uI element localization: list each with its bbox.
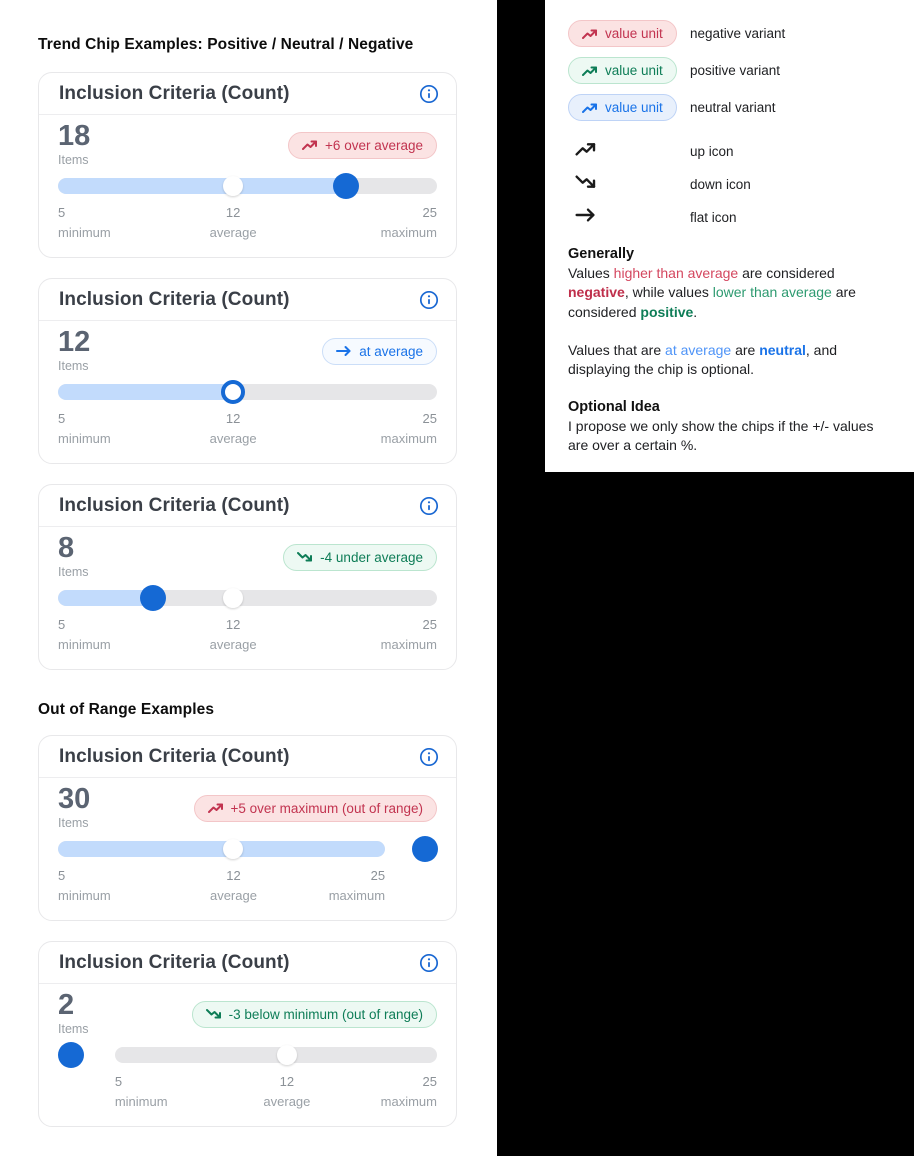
value-dot bbox=[140, 585, 166, 611]
trending-down-icon bbox=[206, 1008, 222, 1020]
unit-label: Items bbox=[58, 358, 89, 373]
section-title-out-of-range: Out of Range Examples bbox=[38, 701, 215, 718]
item-count: 8 bbox=[58, 532, 75, 565]
slider-fill bbox=[58, 841, 385, 857]
slider-row bbox=[58, 836, 437, 862]
range-indicator bbox=[58, 836, 437, 906]
trend-chip-label: +6 over average bbox=[325, 137, 423, 153]
legend-desc: positive variant bbox=[690, 63, 781, 78]
legend-desc: neutral variant bbox=[690, 100, 776, 115]
trending-up-icon bbox=[575, 141, 597, 157]
generally-paragraph-2: Values that are at average are neutral, and displaying the chip is optional. bbox=[568, 341, 838, 378]
avg-label: 12 average bbox=[263, 1074, 311, 1109]
trend-chip-label: value unit bbox=[605, 26, 663, 41]
info-icon bbox=[419, 953, 439, 973]
slider-track bbox=[58, 178, 437, 194]
slider-track bbox=[58, 841, 385, 857]
criteria-card bbox=[38, 278, 457, 464]
info-button[interactable] bbox=[419, 84, 439, 104]
icon-legend bbox=[568, 141, 892, 228]
slider-labels bbox=[58, 868, 437, 906]
trend-icon bbox=[208, 802, 224, 814]
avg-label: 12 average bbox=[209, 411, 257, 446]
slider-track bbox=[58, 384, 437, 400]
value-dot bbox=[333, 173, 359, 199]
info-button[interactable] bbox=[419, 496, 439, 516]
slider-row bbox=[58, 1042, 437, 1068]
item-count: 18 bbox=[58, 120, 91, 153]
trend-chip bbox=[283, 544, 437, 571]
card-title: Inclusion Criteria (Count) bbox=[59, 289, 290, 310]
criteria-card bbox=[38, 941, 457, 1127]
info-icon bbox=[419, 290, 439, 310]
avg-label: 12 average bbox=[209, 205, 257, 240]
info-button[interactable] bbox=[419, 953, 439, 973]
card-header bbox=[39, 942, 456, 984]
value-row bbox=[58, 532, 437, 579]
item-count: 12 bbox=[58, 326, 91, 359]
item-count: 2 bbox=[58, 989, 75, 1022]
optional-idea-body: I propose we only show the chips if the +/- values are over a certain %. bbox=[568, 417, 874, 453]
trend-icon bbox=[582, 28, 598, 40]
trending-up-icon bbox=[302, 139, 318, 151]
slider-labels bbox=[58, 205, 437, 243]
trend-icon bbox=[297, 551, 313, 563]
trending-up-icon bbox=[582, 102, 598, 114]
slider-fill bbox=[58, 384, 233, 400]
trend-chip bbox=[194, 795, 437, 822]
trend-icon bbox=[336, 345, 352, 357]
card-title: Inclusion Criteria (Count) bbox=[59, 83, 290, 104]
card-title: Inclusion Criteria (Count) bbox=[59, 495, 290, 516]
legend-desc: down icon bbox=[690, 177, 751, 192]
average-dot bbox=[277, 1045, 297, 1065]
trend-icon bbox=[575, 141, 597, 157]
unit-label: Items bbox=[58, 152, 89, 167]
info-button[interactable] bbox=[419, 747, 439, 767]
value-dot bbox=[58, 1042, 84, 1068]
info-button[interactable] bbox=[419, 290, 439, 310]
slider-labels bbox=[58, 411, 437, 449]
trend-chip-label: at average bbox=[359, 343, 423, 359]
range-indicator bbox=[58, 173, 437, 243]
trend-icon bbox=[575, 207, 597, 223]
max-label: 25 maximum bbox=[380, 411, 437, 446]
criteria-card bbox=[38, 72, 457, 258]
trending-down-icon bbox=[297, 551, 313, 563]
value-block bbox=[58, 783, 91, 830]
legend-row-negative bbox=[568, 20, 892, 47]
examples-column bbox=[38, 0, 457, 1147]
trend-icon bbox=[302, 139, 318, 151]
slider-row bbox=[58, 173, 437, 199]
trending-up-icon bbox=[582, 65, 598, 77]
slider-row bbox=[58, 585, 437, 611]
section-title-trend-chips: Trend Chip Examples: Positive / Neutral / Negative bbox=[38, 36, 414, 53]
criteria-card bbox=[38, 484, 457, 670]
card-body bbox=[39, 778, 456, 920]
legend-panel bbox=[545, 0, 914, 472]
card-title: Inclusion Criteria (Count) bbox=[59, 952, 290, 973]
card-body bbox=[39, 115, 456, 257]
card-body bbox=[39, 321, 456, 463]
max-label: 25 maximum bbox=[380, 205, 437, 240]
min-label: 5 minimum bbox=[58, 205, 111, 240]
arrow-right-icon bbox=[336, 345, 352, 357]
value-block bbox=[58, 120, 91, 167]
legend-row-neutral bbox=[568, 94, 892, 121]
slider-row bbox=[58, 379, 437, 405]
legend-desc: negative variant bbox=[690, 26, 786, 41]
card-header bbox=[39, 736, 456, 778]
slider-labels bbox=[58, 1074, 437, 1112]
trend-icon bbox=[582, 65, 598, 77]
legend-row-up-icon bbox=[568, 141, 892, 162]
max-label: 25 maximum bbox=[380, 1074, 437, 1109]
card-body bbox=[39, 984, 456, 1126]
value-row bbox=[58, 989, 437, 1036]
trend-chip bbox=[568, 20, 677, 47]
trending-up-icon bbox=[208, 802, 224, 814]
slider-fill bbox=[58, 590, 153, 606]
trend-chip bbox=[288, 132, 437, 159]
value-block bbox=[58, 532, 89, 579]
trend-chip-label: -3 below minimum (out of range) bbox=[228, 1006, 423, 1022]
info-icon bbox=[419, 747, 439, 767]
value-row bbox=[58, 783, 437, 830]
arrow-right-icon bbox=[575, 207, 597, 223]
trend-chip-label: value unit bbox=[605, 100, 663, 115]
min-label: 5 minimum bbox=[58, 617, 111, 652]
card-header bbox=[39, 279, 456, 321]
criteria-card bbox=[38, 735, 457, 921]
trending-down-icon bbox=[575, 174, 597, 190]
legend-row-down-icon bbox=[568, 174, 892, 195]
max-label: 25 maximum bbox=[380, 617, 437, 652]
unit-label: Items bbox=[58, 1021, 89, 1036]
unit-label: Items bbox=[58, 564, 89, 579]
trend-chip-label: +5 over maximum (out of range) bbox=[230, 800, 423, 816]
value-row bbox=[58, 120, 437, 167]
info-icon bbox=[419, 496, 439, 516]
card-title: Inclusion Criteria (Count) bbox=[59, 746, 290, 767]
trend-chip bbox=[192, 1001, 437, 1028]
avg-label: 12 average bbox=[209, 868, 257, 903]
trend-chip bbox=[568, 57, 677, 84]
legend-row-positive bbox=[568, 57, 892, 84]
range-indicator bbox=[58, 379, 437, 449]
legend-desc: flat icon bbox=[690, 210, 737, 225]
slider-track bbox=[58, 590, 437, 606]
avg-label: 12 average bbox=[209, 617, 257, 652]
trending-up-icon bbox=[582, 28, 598, 40]
value-block bbox=[58, 989, 89, 1036]
value-block bbox=[58, 326, 91, 373]
range-indicator bbox=[58, 585, 437, 655]
max-label: 25 maximum bbox=[328, 868, 386, 903]
trend-chip-label: -4 under average bbox=[320, 549, 423, 565]
trend-icon bbox=[206, 1008, 222, 1020]
value-row bbox=[58, 326, 437, 373]
trend-chip bbox=[568, 94, 677, 121]
average-dot bbox=[223, 176, 243, 196]
range-indicator bbox=[58, 1042, 437, 1112]
min-label: 5 minimum bbox=[114, 1074, 168, 1109]
average-dot bbox=[223, 839, 243, 859]
min-label: 5 minimum bbox=[58, 411, 111, 446]
legend-row-flat-icon bbox=[568, 207, 892, 228]
item-count: 30 bbox=[58, 783, 91, 816]
info-icon bbox=[419, 84, 439, 104]
card-header bbox=[39, 485, 456, 527]
unit-label: Items bbox=[58, 815, 89, 830]
min-label: 5 minimum bbox=[58, 868, 111, 903]
slider-fill bbox=[58, 178, 346, 194]
optional-idea-heading: Optional Idea bbox=[568, 398, 660, 415]
trend-icon bbox=[575, 174, 597, 190]
value-dot bbox=[412, 836, 438, 862]
card-header bbox=[39, 73, 456, 115]
card-body bbox=[39, 527, 456, 669]
average-dot bbox=[223, 588, 243, 608]
legend-desc: up icon bbox=[690, 144, 734, 159]
trend-chip-label: value unit bbox=[605, 63, 663, 78]
slider-labels bbox=[58, 617, 437, 655]
value-dot bbox=[221, 380, 245, 404]
trend-icon bbox=[582, 102, 598, 114]
generally-paragraph-1: Values higher than average are considered negative, while values lower than average are considered positive. bbox=[568, 265, 856, 320]
legend-notes bbox=[568, 246, 892, 455]
generally-heading: Generally bbox=[568, 246, 635, 262]
trend-chip bbox=[322, 338, 437, 365]
